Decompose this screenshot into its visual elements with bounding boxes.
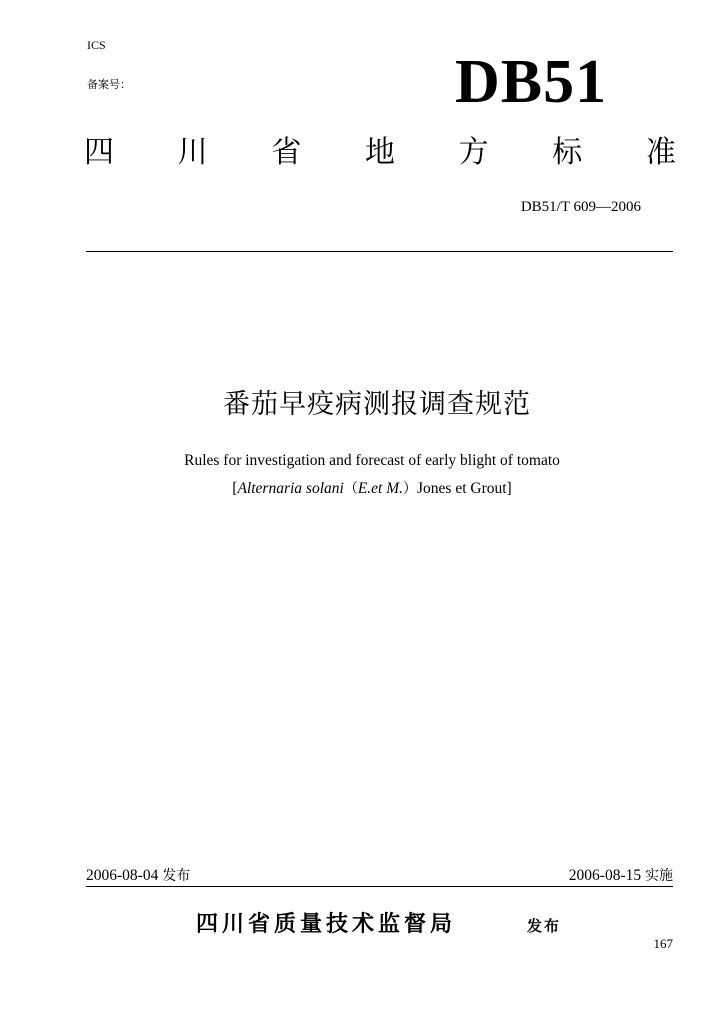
title-english: Rules for investigation and forecast of early blight of tomato bbox=[184, 452, 560, 469]
bracket-open: [ bbox=[232, 480, 238, 497]
footer-divider bbox=[86, 886, 673, 887]
record-number-label: 备案号： bbox=[87, 78, 131, 91]
species-name: Alternaria solani bbox=[237, 480, 344, 497]
species-authority: E.et M. bbox=[357, 480, 404, 497]
category-char: 四 bbox=[84, 135, 114, 170]
paren-close: ） bbox=[403, 481, 418, 497]
header-divider bbox=[86, 251, 673, 252]
publisher-name: 四川省质量技术监督局 bbox=[196, 912, 457, 937]
paren-open: （ bbox=[343, 481, 358, 497]
species-authority-rest: Jones et Grout] bbox=[417, 480, 512, 497]
issue-date-label: 发布 bbox=[162, 868, 191, 884]
implementation-date-label: 实施 bbox=[645, 868, 673, 884]
category-char: 川 bbox=[177, 135, 208, 170]
implementation-date-value: 2006-08-15 bbox=[568, 867, 642, 884]
ics-label: ICS bbox=[87, 38, 106, 52]
category-char: 方 bbox=[458, 135, 489, 170]
issue-date-value: 2006-08-04 bbox=[86, 867, 159, 884]
page-number: 167 bbox=[653, 936, 673, 951]
standard-logo: DB51 bbox=[455, 48, 608, 116]
title-chinese: 番茄早疫病测报调查规范 bbox=[223, 389, 531, 420]
standard-category bbox=[84, 135, 676, 171]
category-char: 标 bbox=[552, 135, 583, 170]
category-char: 省 bbox=[271, 135, 302, 170]
publisher-suffix: 发布 bbox=[527, 917, 562, 935]
implementation-date bbox=[520, 865, 673, 885]
standard-number: DB51/T 609—2006 bbox=[520, 199, 641, 215]
title-english-species bbox=[0, 478, 724, 498]
issue-date bbox=[86, 865, 190, 885]
category-char: 地 bbox=[364, 135, 395, 170]
category-char: 准 bbox=[645, 135, 676, 170]
